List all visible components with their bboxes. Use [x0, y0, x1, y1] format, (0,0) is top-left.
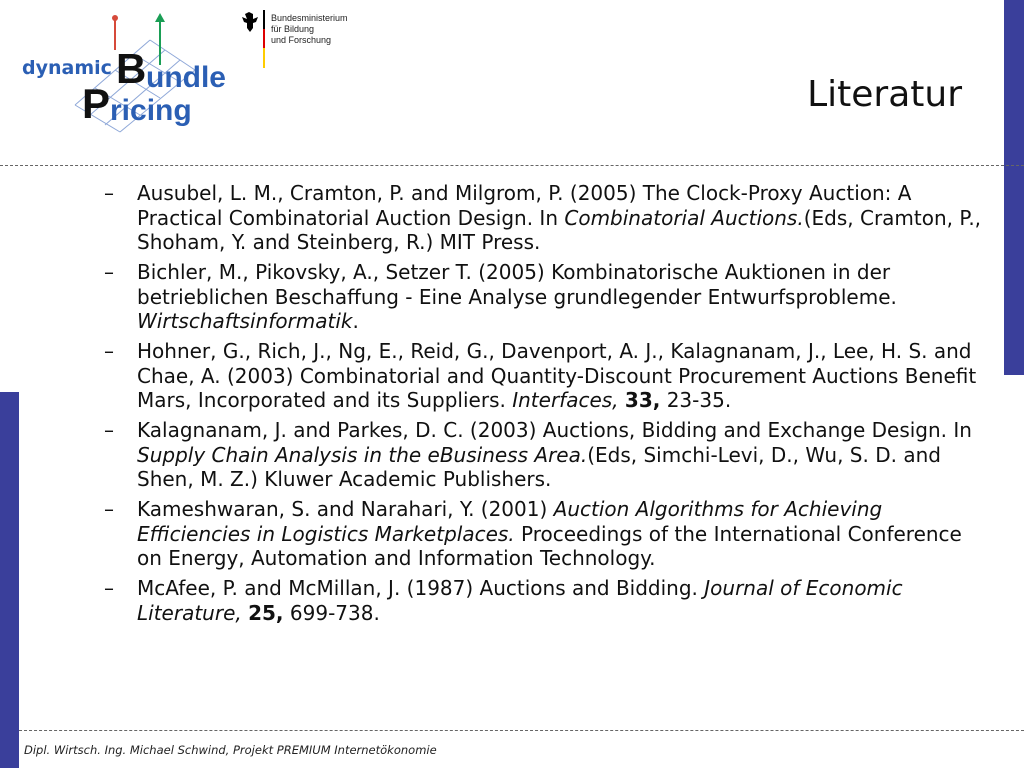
ministry-eagle-flag-icon: [236, 10, 268, 68]
reference-item: [104, 418, 984, 492]
logo-letter-b: B: [116, 45, 147, 92]
bullet-dash: –: [104, 497, 114, 521]
page-title: Literatur: [807, 74, 962, 115]
logo-word-ricing: ricing: [110, 94, 192, 127]
bullet-dash: –: [104, 260, 114, 284]
logo-word-undle: undle: [146, 61, 226, 94]
dynamic-bundle-pricing-logo: [20, 10, 245, 135]
reference-text-segment: Hohner, G., Rich, J., Ng, E., Reid, G., Davenport, A. J., Kalagnanam, J., Lee, H. S. and Chae, A. (2003) Combinatorial and Quantity-Discount Procurement Auctions Benefit Mars, Incorporated and its Suppliers.: [137, 339, 977, 412]
reference-text-segment: 25,: [248, 600, 284, 625]
reference-item: [104, 339, 984, 413]
reference-text-segment: Combinatorial Auctions.: [564, 205, 804, 230]
reference-text-segment: 699-738.: [283, 600, 380, 625]
right-accent-bar: [1004, 0, 1024, 375]
reference-text-segment: Bichler, M., Pikovsky, A., Setzer T. (2005) Kombinatorische Auktionen in der betrieblichen Beschaffung - Eine Analyse grundlegender Entwurfsprobleme.: [137, 260, 897, 309]
reference-item: [104, 260, 984, 334]
reference-text-segment: Wirtschaftsinformatik: [137, 309, 353, 333]
reference-text-segment: .: [352, 309, 359, 333]
reference-text-segment: Interfaces,: [512, 388, 625, 412]
reference-text-segment: Supply Chain Analysis in the eBusiness Area.: [137, 442, 588, 467]
reference-text-segment: McAfee, P. and McMillan, J. (1987) Auctions and Bidding.: [137, 576, 705, 600]
logo-letter-p: P: [82, 80, 111, 127]
reference-text-segment: (Eds, Simchi-Levi, D., Wu, S. D. and Shen, M. Z.) Kluwer Academic Publishers.: [137, 442, 941, 491]
ministry-name: Bundesministerium für Bildung und Forschung: [271, 13, 348, 45]
reference-list: [104, 181, 984, 631]
bullet-dash: –: [104, 339, 114, 363]
reference-text-segment: Kalagnanam, J. and Parkes, D. C. (2003) Auctions, Bidding and Exchange Design. In: [137, 418, 972, 442]
header-divider: [0, 165, 1024, 166]
bullet-dash: –: [104, 576, 114, 600]
logo-red-dot: [112, 15, 118, 21]
logo-graphic: [20, 10, 245, 135]
logo-word-dynamic: dynamic: [22, 57, 112, 79]
reference-text-segment: 33,: [624, 388, 661, 412]
footer-author-text: Dipl. Wirtsch. Ing. Michael Schwind, Projekt PREMIUM Internetökonomie: [24, 743, 437, 757]
reference-text-segment: Auction Algorithms for Achieving Efficiencies in Logistics Marketplaces.: [137, 497, 883, 546]
bullet-dash: –: [104, 418, 114, 442]
reference-text-segment: 23-35.: [660, 388, 732, 412]
bullet-dash: –: [104, 181, 114, 205]
reference-text-segment: Journal of Economic Literature,: [137, 576, 903, 625]
left-accent-bar: [0, 392, 19, 768]
reference-text-segment: Kameshwaran, S. and Narahari, Y. (2001): [137, 497, 554, 521]
reference-item: [104, 576, 984, 625]
reference-text-segment: Ausubel, L. M., Cramton, P. and Milgrom, P. (2005) The Clock-Proxy Auction: A Practical Combinatorial Auction Design. In: [137, 181, 912, 230]
footer-divider: [19, 730, 1024, 731]
reference-item: [104, 497, 984, 571]
logo-green-arrow-icon: [155, 13, 165, 22]
ministry-logo: [236, 10, 356, 70]
reference-item: [104, 181, 984, 255]
reference-text-segment: (Eds, Cramton, P., Shoham, Y. and Steinberg, R.) MIT Press.: [137, 205, 982, 254]
reference-text-segment: Proceedings of the International Conference on Energy, Automation and Information Technology.: [137, 521, 962, 570]
